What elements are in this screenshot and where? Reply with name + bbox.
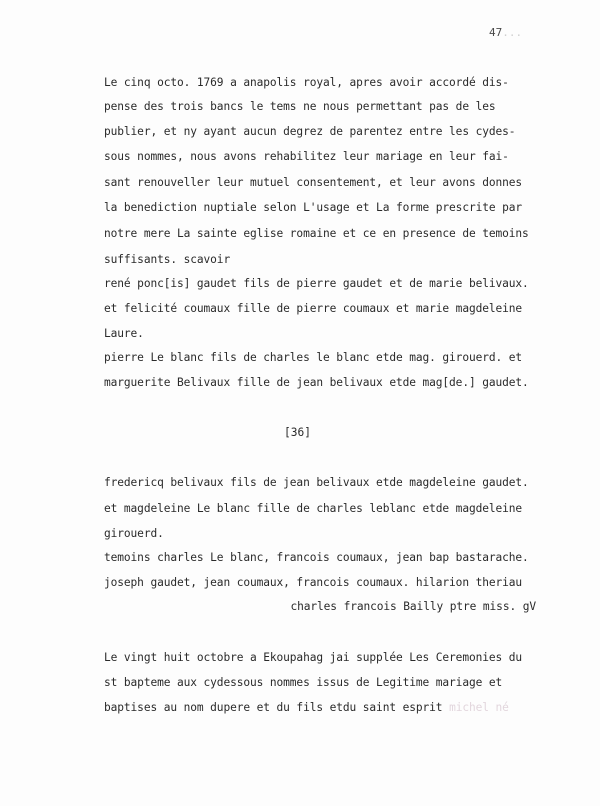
text-line: et felicité coumaux fille de pierre coumaux et marie magdeleine [104, 302, 523, 315]
text-line: pense des trois bancs le tems ne nous permettant pas de les [104, 100, 496, 113]
signature: charles francois Bailly ptre miss. gV [290, 600, 536, 613]
text-line: suffisants. scavoir [104, 253, 231, 266]
text-line: joseph gaudet, jean coumaux, francois coumaux. hilarion theriau [104, 576, 523, 589]
text-line: sant renouveller leur mutuel consentement, et leur avons donnes [104, 176, 523, 189]
page-number [489, 26, 522, 39]
text-line: et magdeleine Le blanc fille de charles leblanc etde magdeleine [104, 502, 523, 515]
text-line: fredericq belivaux fils de jean belivaux etde magdeleine gaudet. [104, 476, 529, 489]
text-line: notre mere La sainte eglise romaine et ce en presence de temoins [104, 227, 529, 240]
text-line: rené ponc[is] gaudet fils de pierre gaudet et de marie belivaux. [104, 277, 529, 290]
text-line: Le cinq octo. 1769 a anapolis royal, apres avoir accordé dis- [104, 76, 509, 89]
text-line: la benediction nuptiale selon L'usage et La forme prescrite par [104, 201, 523, 214]
text-line [104, 701, 509, 714]
text-line: st bapteme aux cydessous nommes issus de Legitime mariage et [104, 676, 503, 689]
section-marker: [36] [284, 426, 311, 439]
text-line-main: baptises au nom dupere et du fils etdu saint esprit [104, 701, 443, 714]
page-number-faded: ... [502, 26, 523, 39]
text-line: temoins charles Le blanc, francois coumaux, jean bap bastarache. [104, 551, 529, 564]
text-line: sous nommes, nous avons rehabilitez leur mariage en leur fai- [104, 150, 509, 163]
text-line: pierre Le blanc fils de charles le blanc etde mag. girouerd. et [104, 351, 523, 364]
text-line: Le vingt huit octobre a Ekoupahag jai supplée Les Ceremonies du [104, 651, 523, 664]
faded-text: michel né [449, 701, 509, 714]
page-number-value: 47 [489, 26, 503, 39]
text-line: Laure. [104, 327, 144, 340]
text-line: marguerite Belivaux fille de jean belivaux etde mag[de.] gaudet. [104, 376, 529, 389]
text-line: girouerd. [104, 527, 164, 540]
text-line: publier, et ny ayant aucun degrez de parentez entre les cydes- [104, 125, 516, 138]
